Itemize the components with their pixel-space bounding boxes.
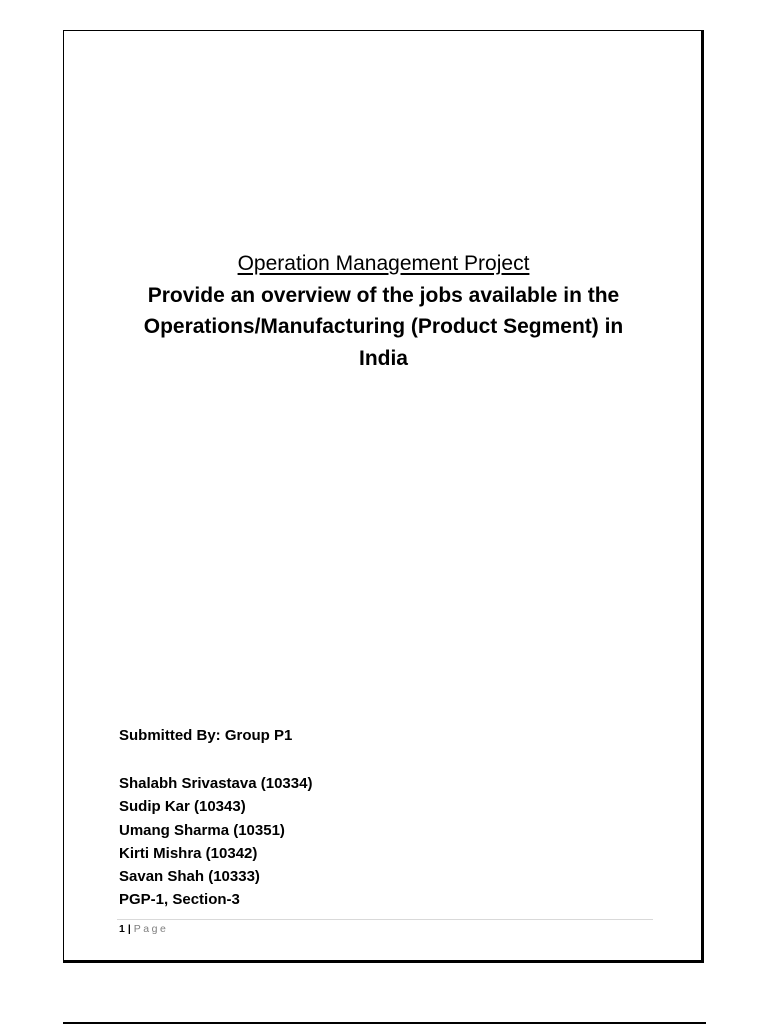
subtitle-line-3: India [358,346,408,370]
member-item: Sudip Kar (10343) [119,798,246,816]
submitted-by: Submitted By: Group P1 [119,727,293,744]
page-label: Page [133,923,169,935]
member-item: Shalabh Srivastava (10334) [119,775,313,792]
member-list [119,772,312,912]
document-title: Operation Management Project [237,252,530,275]
page-number: 1 [119,923,125,935]
member-item: Umang Sharma (10351) [119,821,285,839]
subtitle-line-2: Operations/Manufacturing (Product Segment) in [143,315,624,338]
member-item: Savan Shah (10333) [119,868,260,886]
subtitle-line-1: Provide an overview of the jobs available in the [147,283,620,307]
section-info: PGP-1, Section-3 [119,891,240,909]
footer-separator: | [127,923,131,935]
footer-divider [117,919,653,920]
page-footer [119,922,168,936]
title-block [63,248,704,374]
member-item: Kirti Mishra (10342) [119,844,258,862]
